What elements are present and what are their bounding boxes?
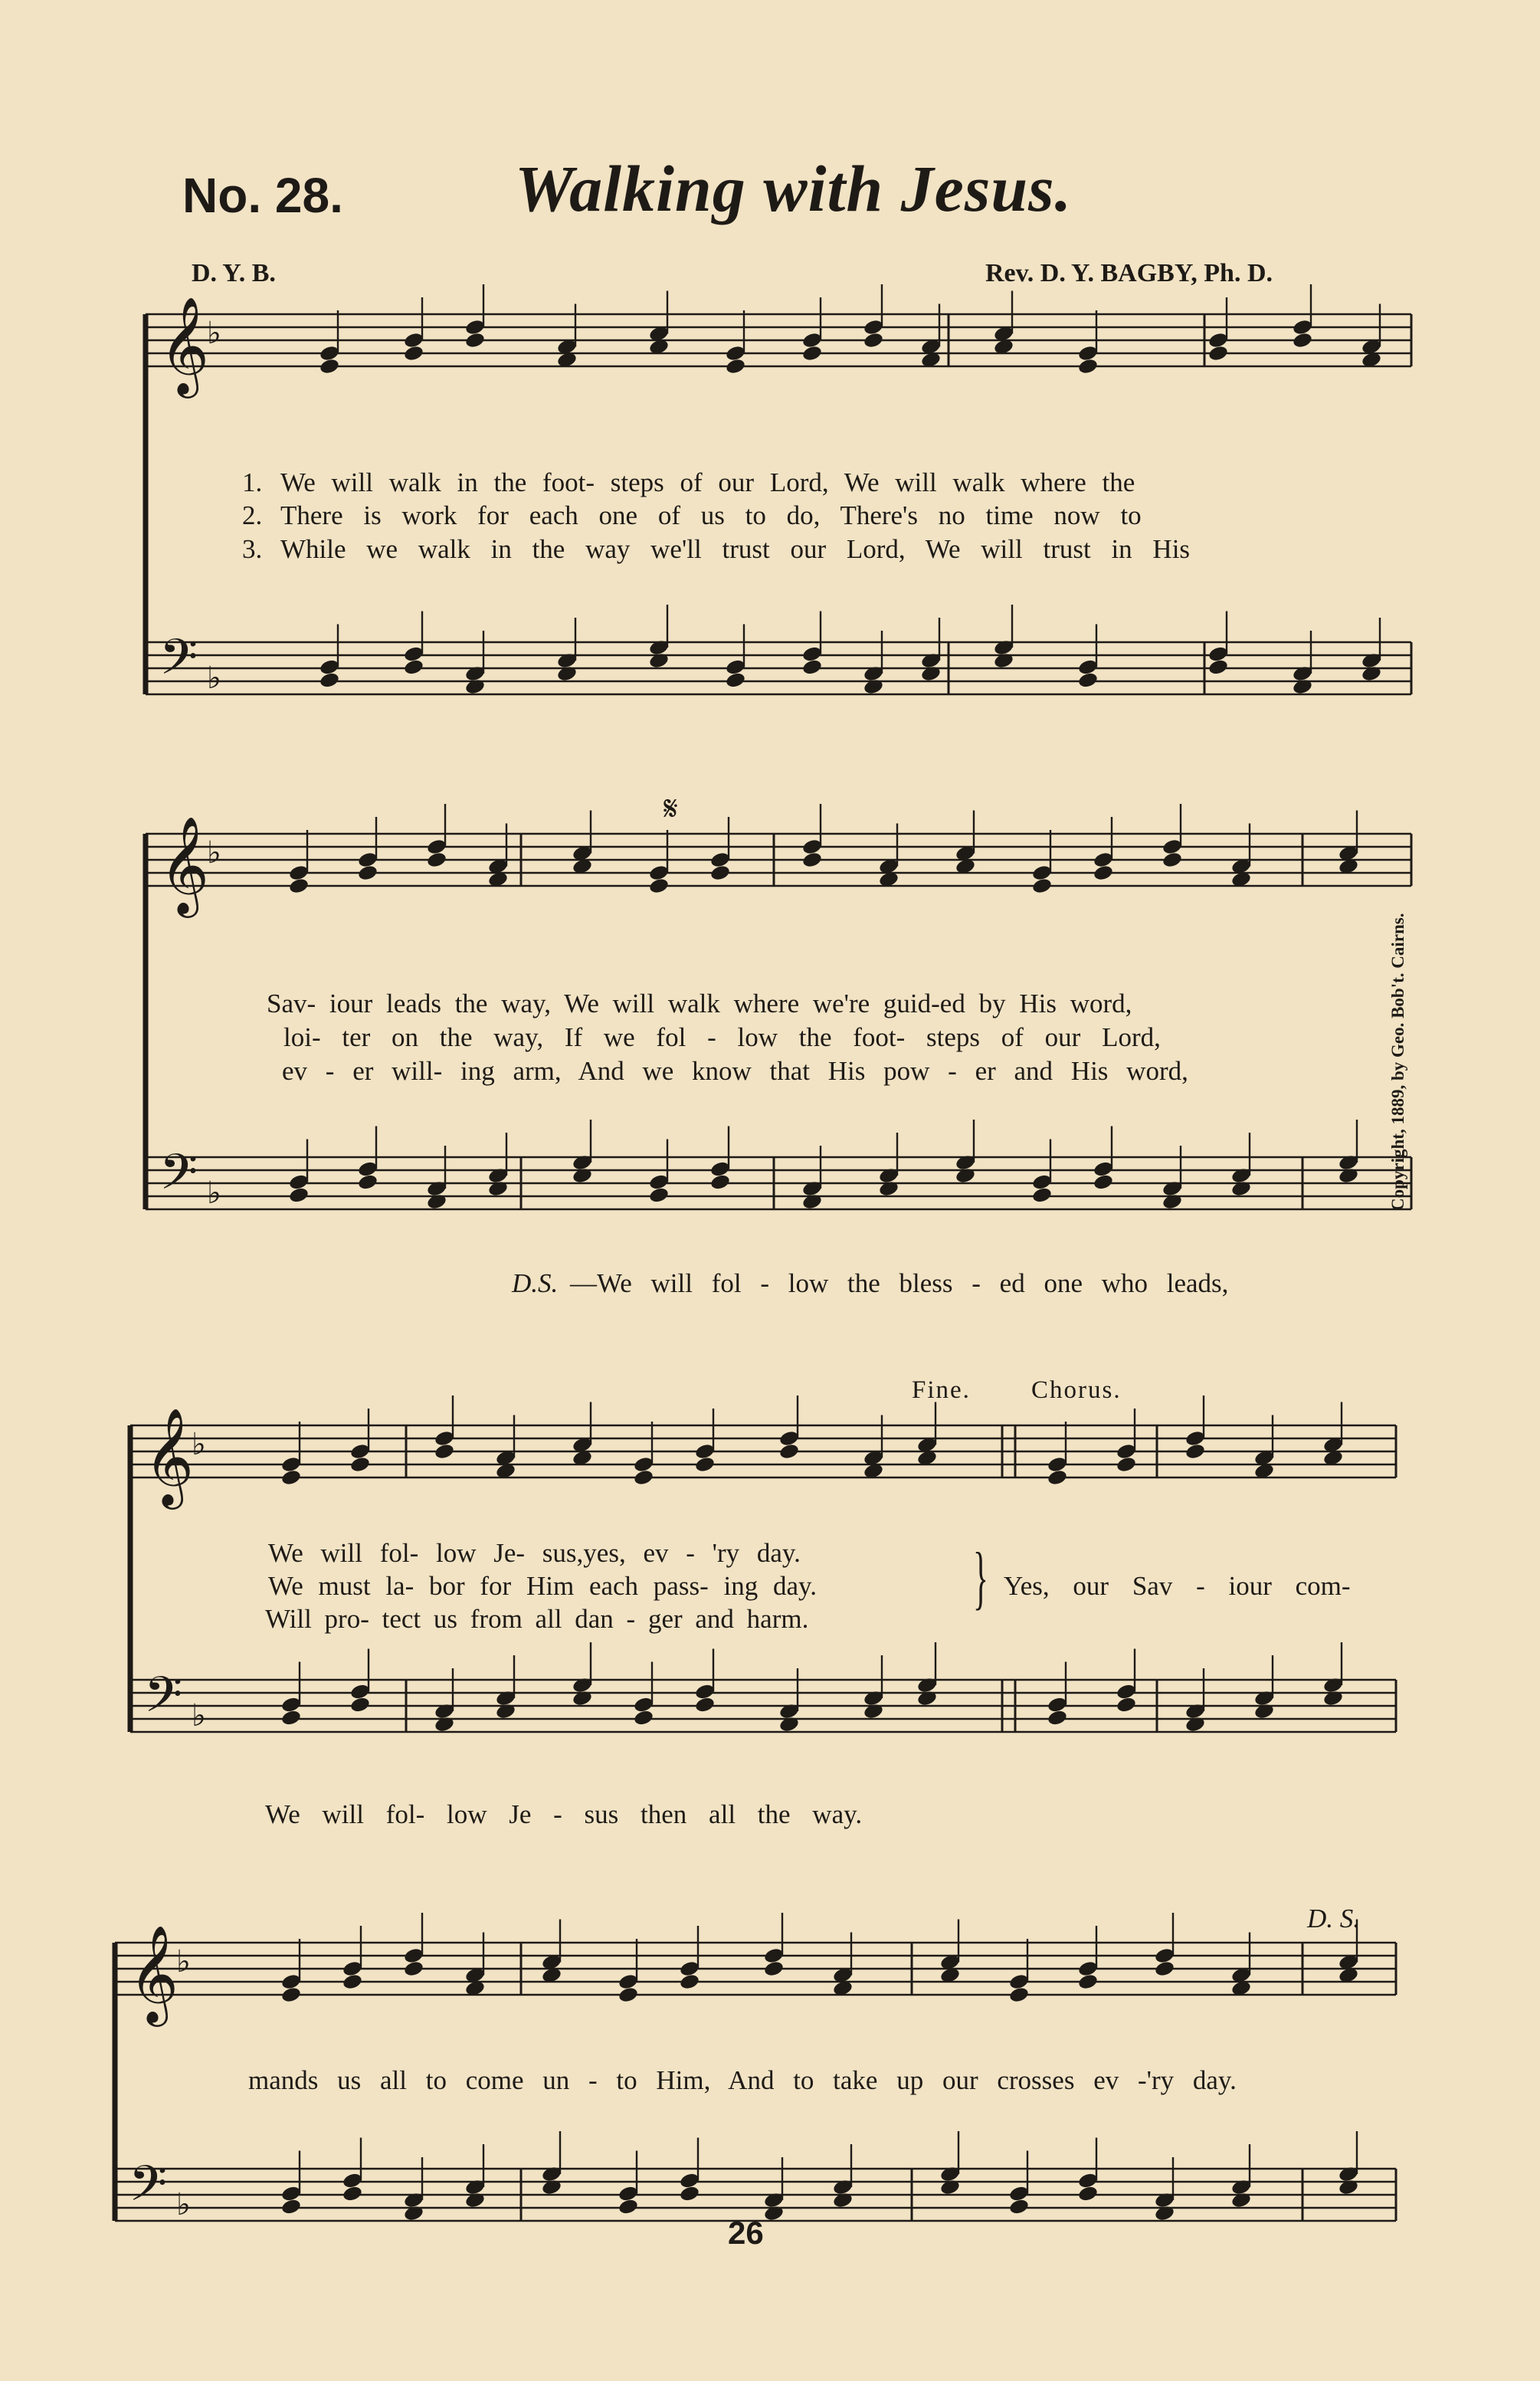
note-head xyxy=(633,1709,654,1727)
lyric-line: mands us all to come un - to Him, And to take up our crosses ev -'ry day. xyxy=(248,2065,1237,2095)
note-head xyxy=(1116,1455,1137,1473)
note-head xyxy=(679,2185,700,2202)
lyric-line: We will walk in the foot- steps of our Lord, We will walk where the xyxy=(280,467,1135,497)
note-head xyxy=(1047,1709,1068,1727)
note-head xyxy=(633,1468,654,1486)
ds-label: D.S. xyxy=(512,1268,559,1298)
ds-lyric-line: —We will fol - low the bless - ed one who leads, xyxy=(570,1268,1229,1298)
note-head xyxy=(1207,658,1229,676)
clefs xyxy=(129,296,221,2225)
note-head xyxy=(1162,851,1183,868)
note-head xyxy=(863,331,884,349)
note-head xyxy=(357,864,378,881)
key-signature-flat: ♭ xyxy=(176,1944,191,1979)
note-head xyxy=(618,1986,639,2003)
note-head xyxy=(1077,671,1099,689)
treble-clef: 𝄞 xyxy=(129,1924,179,2022)
note-head xyxy=(648,877,670,894)
treble-clef: 𝄞 xyxy=(159,815,210,913)
copyright-notice: Copyright, 1889, by Geo. Bob't. Cairns. xyxy=(1388,913,1407,1211)
note-head xyxy=(1116,1696,1137,1714)
key-signature-flat: ♭ xyxy=(207,835,221,871)
bass-clef: 𝄢 xyxy=(144,1667,183,1736)
note-head xyxy=(1154,1960,1175,1977)
note-head xyxy=(1008,1986,1030,2003)
note-head xyxy=(426,851,447,868)
verse-number-2: 2. xyxy=(242,500,263,530)
note-head xyxy=(319,671,340,689)
hymn-number: No. 28. xyxy=(182,168,343,223)
words-credit: D. Y. B. xyxy=(192,259,276,287)
note-head xyxy=(403,344,424,362)
bass-clef: 𝄢 xyxy=(159,629,198,698)
bass-clef: 𝄢 xyxy=(129,2156,168,2225)
ds-mark: D. S. xyxy=(1307,1904,1361,1933)
note-head xyxy=(280,1986,302,2003)
note-head xyxy=(342,2185,363,2202)
lyric-line: There is work for each one of us to do, There's no time now to xyxy=(280,500,1142,530)
note-head xyxy=(288,1186,310,1204)
note-head xyxy=(1047,1468,1068,1486)
note-head xyxy=(357,1173,378,1191)
note-head xyxy=(434,1442,455,1460)
note-head xyxy=(288,877,310,894)
bass-lyric-line: We will fol- low Je - sus then all the way. xyxy=(265,1799,863,1829)
bass-clef: 𝄢 xyxy=(159,1144,198,1213)
note-head xyxy=(709,1173,731,1191)
note-head xyxy=(349,1455,371,1473)
note-head xyxy=(1093,864,1114,881)
lyric-line: Will pro- tect us from all dan - ger and harm. xyxy=(265,1604,809,1634)
fine-mark: Fine. xyxy=(912,1376,971,1404)
page-number: 26 xyxy=(728,2215,764,2251)
note-head xyxy=(1292,331,1313,349)
note-head xyxy=(1207,344,1229,362)
key-signature-flat: ♭ xyxy=(176,2187,191,2222)
note-head xyxy=(694,1455,716,1473)
key-signature-flat: ♭ xyxy=(207,1176,221,1211)
music-credit: Rev. D. Y. BAGBY, Ph. D. xyxy=(985,259,1273,287)
note-head xyxy=(648,1186,670,1204)
verse-number-1: 1. xyxy=(242,467,263,497)
note-head xyxy=(464,331,486,349)
note-head xyxy=(342,1973,363,1990)
lyric-line: loi- ter on the way, If we fol - low the foot- steps of our Lord, xyxy=(283,1022,1161,1052)
note-head xyxy=(694,1696,716,1714)
note-head xyxy=(725,671,746,689)
hymn-title: Walking with Jesus. xyxy=(515,152,1073,225)
lyric-line: We must la- bor for Him each pass- ing day. xyxy=(268,1571,817,1601)
key-signature-flat: ♭ xyxy=(207,661,221,696)
note-head xyxy=(709,864,731,881)
note-head xyxy=(1077,357,1099,375)
chorus-label: Chorus. xyxy=(1031,1376,1122,1404)
note-head xyxy=(1077,1973,1099,1990)
note-head xyxy=(349,1696,371,1714)
treble-clef: 𝄞 xyxy=(159,296,210,394)
note-head xyxy=(319,357,340,375)
note-head xyxy=(801,344,823,362)
note-head xyxy=(618,2198,639,2215)
note-head xyxy=(801,851,823,868)
note-head xyxy=(1031,877,1053,894)
treble-clef: 𝄞 xyxy=(144,1407,195,1505)
key-signature-flat: ♭ xyxy=(192,1427,206,1462)
note-head xyxy=(679,1973,700,1990)
note-head xyxy=(280,1709,302,1727)
note-head xyxy=(778,1442,800,1460)
lyric-line: Sav- iour leads the way, We will walk where we're guid-ed by His word, xyxy=(267,989,1132,1018)
key-signature-flat: ♭ xyxy=(207,316,221,351)
note-head xyxy=(725,357,746,375)
note-head xyxy=(763,1960,785,1977)
note-head xyxy=(1077,2185,1099,2202)
note-head xyxy=(403,658,424,676)
segno-sign: 𝄋 xyxy=(664,789,678,828)
note-head xyxy=(801,658,823,676)
note-head xyxy=(403,1960,424,1977)
verse-brace: } xyxy=(973,1538,988,1616)
lyric-line: We will fol- low Je- sus,yes, ev - 'ry day. xyxy=(268,1538,801,1568)
lyric-line: While we walk in the way we'll trust our Lord, We will trust in His xyxy=(280,534,1191,564)
key-signature-flat: ♭ xyxy=(192,1698,206,1733)
note-heads xyxy=(280,284,1382,2222)
note-head xyxy=(1008,2198,1030,2215)
chorus-lyric: Yes, our Sav - iour com- xyxy=(1004,1571,1351,1601)
note-head xyxy=(1093,1173,1114,1191)
note-head xyxy=(1031,1186,1053,1204)
note-head xyxy=(280,1468,302,1486)
staff-lines xyxy=(115,314,1411,2221)
verse-number-3: 3. xyxy=(242,534,263,564)
note-head xyxy=(280,2198,302,2215)
lyric-line: ev - er will- ing arm, And we know that His pow - er and His word, xyxy=(282,1056,1188,1086)
bar-lines xyxy=(115,314,1411,2221)
note-head xyxy=(1184,1442,1206,1460)
